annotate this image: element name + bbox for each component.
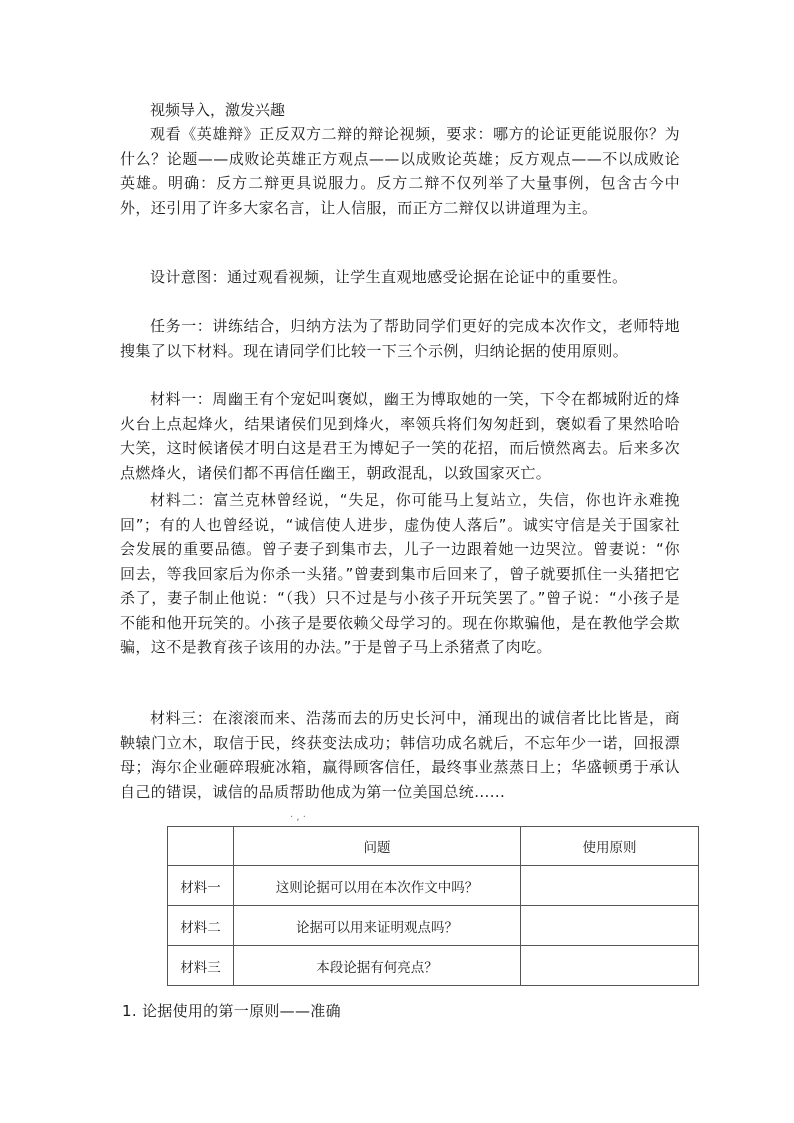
table-cell-principle: [521, 866, 699, 906]
table-header-row: [168, 827, 699, 866]
paragraph-video-intro: 观看《英雄辩》正反双方二辩的辩论视频，要求：哪方的论证更能说服你？为什么？论题——成败论英雄正方观点——以成败论英雄；反方观点——不以成败论英雄。明确：反方二辩更具说服力。反方二辩不仅列举了大量事例，包含古今中外，还引用了许多大家名言，让人信服，而正方二辩仅以讲道理为主。: [120, 125, 680, 217]
table-cell-material: 材料三: [168, 946, 234, 986]
comparison-table: [167, 826, 699, 986]
table-cell-material: 材料一: [168, 866, 234, 906]
table-cell-material: 材料二: [168, 906, 234, 946]
table-cell-principle: [521, 906, 699, 946]
table-header-cell: [168, 827, 234, 866]
table-row: [168, 906, 699, 946]
section-heading: 视频导入，激发兴趣: [150, 101, 286, 119]
table-row: [168, 946, 699, 986]
stray-marks: · , ·: [290, 812, 306, 823]
paragraph-material-one: 材料一：周幽王有个宠妃叫褒姒，幽王为博取她的一笑，下令在都城附近的烽火台上点起烽火，结果诸侯们见到烽火，率领兵将们匆匆赶到，褒姒看了果然哈哈大笑，这时候诸侯才明白这是君王为博妃子一笑的花招，而后愤然离去。后来多次点燃烽火，诸侯们都不再信任幽王，朝政混乱，以致国家灭亡。: [120, 390, 680, 482]
table-cell-question: 这则论据可以用在本次作文中吗？: [234, 866, 521, 906]
table-cell-question: 本段论据有何亮点？: [234, 946, 521, 986]
table-header-cell: 使用原则: [521, 827, 699, 866]
table-row: [168, 866, 699, 906]
paragraph-design-intent: 设计意图：通过观看视频，让学生直观地感受论据在论证中的重要性。: [150, 268, 628, 286]
paragraph-material-three: 材料三：在滚滚而来、浩荡而去的历史长河中，涌现出的诚信者比比皆是，商鞅辕门立木，取信于民，终获变法成功；韩信功成名就后，不忘年少一诺，回报漂母；海尔企业砸碎瑕疵冰箱，赢得顾客信任，最终事业蒸蒸日上；华盛顿勇于承认自己的错误，诚信的品质帮助他成为第一位美国总统......: [120, 709, 680, 801]
table-header-cell: 问题: [234, 827, 521, 866]
table-cell-question: 论据可以用来证明观点吗？: [234, 906, 521, 946]
table-cell-principle: [521, 946, 699, 986]
paragraph-material-two: 材料二：富兰克林曾经说，“失足，你可能马上复站立，失信，你也许永难挽回”；有的人也曾经说，“诚信使人进步，虚伪使人落后”。诚实守信是关于国家社会发展的重要品德。曾子妻子到集市去，儿子一边跟着她一边哭泣。曾妻说：“你回去，等我回家后为你杀一头猪。”曾妻到集市后回来了，曾子就要抓住一头猪把它杀了，妻子制止他说：“（我）只不过是与小孩子开玩笑罢了。”曾子说：“小孩子是不能和他开玩笑的。小孩子是要依赖父母学习的。现在你欺骗他，是在教他学会欺骗，这不是教育孩子该用的办法。”于是曾子马上杀猪煮了肉吃。: [120, 491, 680, 656]
paragraph-task-one: 任务一：讲练结合，归纳方法为了帮助同学们更好的完成本次作文，老师特地搜集了以下材料。现在请同学们比较一下三个示例，归纳论据的使用原则。: [120, 317, 680, 360]
principle-heading: 1. 论据使用的第一原则——准确: [122, 1002, 341, 1020]
